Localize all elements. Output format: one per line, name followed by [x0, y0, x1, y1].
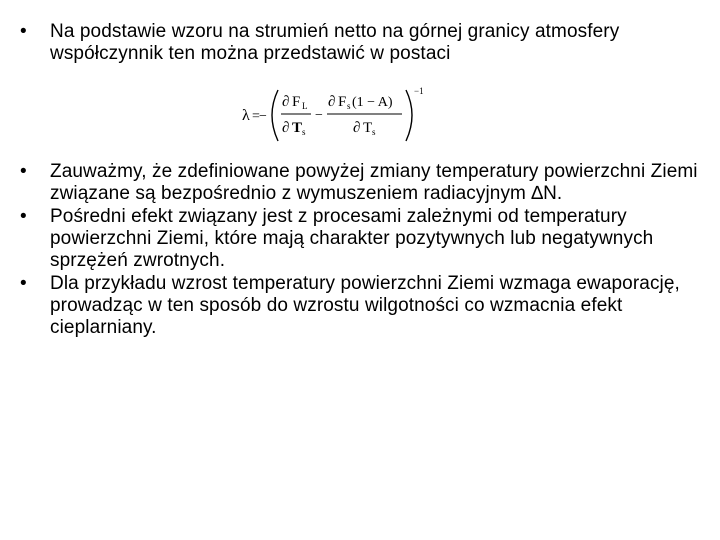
left-parenthesis	[272, 90, 278, 141]
climate-sensitivity-formula	[236, 84, 436, 146]
formula-minus-prefix: −	[259, 109, 267, 124]
formula-graphic	[236, 84, 436, 146]
bullet-text: Zauważmy, że zdefiniowane powyżej zmiany temperatury powierzchni Ziemi związane są bezpośrednio z wymuszeniem radiacyjnym ∆N.	[50, 161, 698, 204]
term1-denominator-var: T	[292, 120, 303, 136]
right-parenthesis	[406, 90, 412, 141]
formula-equals: =	[252, 109, 260, 124]
term2-numerator-partial: ∂	[328, 94, 336, 110]
formula-operator: −	[315, 108, 323, 123]
term1-numerator-partial: ∂	[282, 94, 290, 110]
bullet-marker: •	[20, 161, 27, 182]
bullet-item-radiative-forcing	[0, 161, 720, 205]
bullet-marker: •	[20, 21, 27, 42]
bullet-item-example	[0, 273, 720, 339]
term1-numerator-sub: L	[302, 101, 308, 111]
bullet-text: Pośredni efekt związany jest z procesami zależnymi od temperatury powierzchni Ziemi, które mają charakter pozytywnych lub negatywnych sprzężeń zwrotnych.	[50, 206, 654, 271]
bullet-text: Na podstawie wzoru na strumień netto na górnej granicy atmosfery współczynnik ten można przedstawić w postaci	[50, 21, 620, 64]
term2-denominator-var: T	[363, 120, 373, 136]
formula-exponent: −1	[414, 86, 424, 96]
term2-denominator-partial: ∂	[353, 120, 361, 136]
term2-numerator-var: F	[338, 94, 347, 110]
bullet-marker: •	[20, 206, 27, 227]
term1-denominator-sub: s	[302, 127, 306, 137]
term2-numerator-sub: s	[347, 101, 351, 111]
term1-numerator-var: F	[292, 94, 301, 110]
formula-lambda: λ	[242, 107, 250, 124]
term2-numerator-factor: (1 − A)	[352, 95, 393, 110]
bullet-item-indirect-effect	[0, 206, 720, 272]
explanation-bullet-list	[0, 161, 720, 339]
term1-denominator-partial: ∂	[282, 120, 290, 136]
bullet-marker: •	[20, 273, 27, 294]
intro-bullet-list	[0, 21, 720, 65]
bullet-text: Dla przykładu wzrost temperatury powierzchni Ziemi wzmaga ewaporację, prowadząc w ten sposób do wzrostu wilgotności co wzmacnia efekt cieplarniany.	[50, 273, 680, 338]
term2-denominator-sub: s	[372, 127, 376, 137]
bullet-item-intro	[0, 21, 720, 65]
